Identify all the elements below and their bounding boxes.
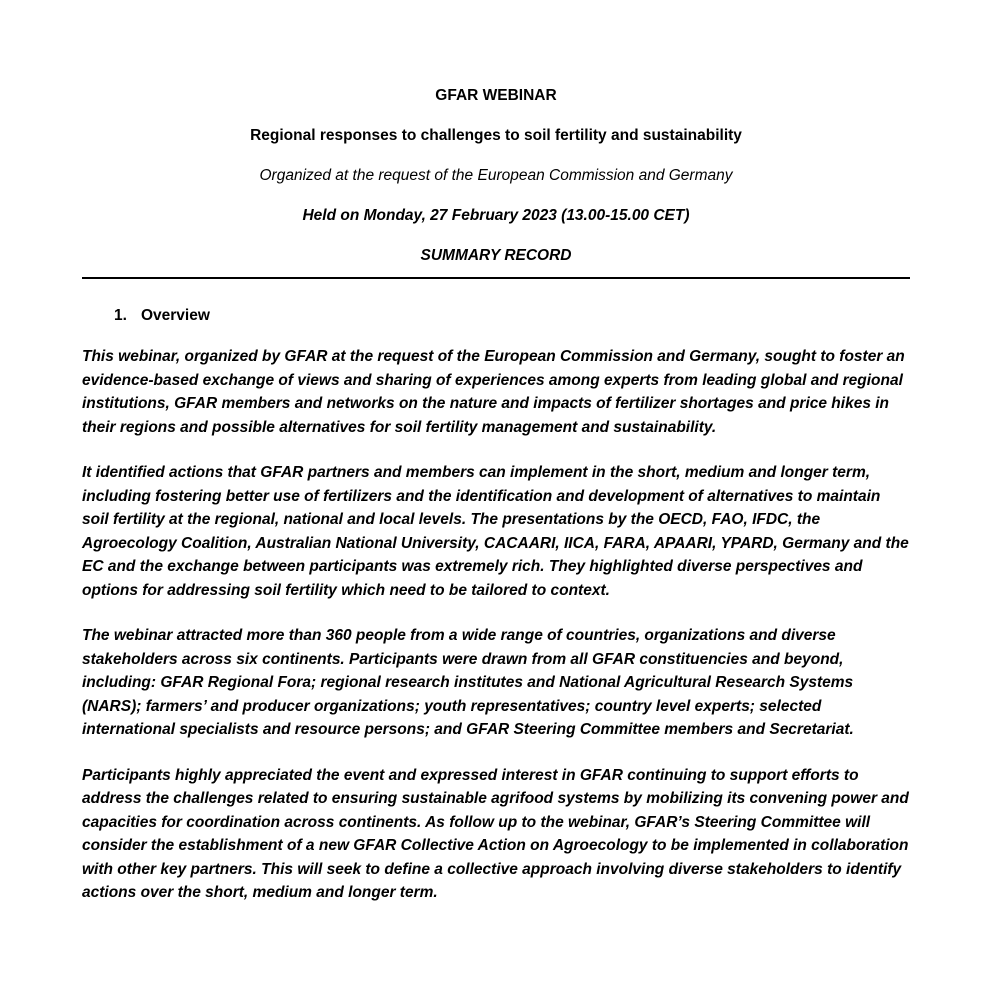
section-number: 1.	[114, 307, 127, 324]
doc-subtitle: Regional responses to challenges to soil fertility and sustainability	[250, 127, 742, 144]
header-divider-line	[82, 277, 910, 279]
section-title: Overview	[140, 307, 210, 324]
paragraph-webinar-purpose: This webinar, organized by GFAR at the request of the European Commission and Germany, sought to foster an evidence-based exchange of views and sharing of experiences among experts from leading global and regional institutions, GFAR members and networks on the nature and impacts of fertilizer shortages and price hikes in their regions and possible alternatives for soil fertility management and sustainability.	[82, 348, 905, 436]
doc-organizer-line: Organized at the request of the European Commission and Germany	[259, 167, 733, 184]
doc-date-line: Held on Monday, 27 February 2023 (13.00-15.00 CET)	[302, 207, 690, 224]
paragraph-identified-actions: It identified actions that GFAR partners and members can implement in the short, medium and longer term, including fostering better use of fertilizers and the identification and development of alternatives to maintain soil fertility at the regional, national and local levels. The presentations by the OECD, FAO, IFDC, the Agroecology Coalition, Australian National University, CACAARI, IICA, FARA, APAARI, YPARD, Germany and the EC and the exchange between participants was extremely rich. They highlighted diverse perspectives and options for addressing soil fertility which need to be tailored to context.	[82, 464, 909, 599]
section-heading-overview	[82, 307, 910, 325]
paragraph-attendance: The webinar attracted more than 360 people from a wide range of countries, organizations and diverse stakeholders across six continents. Participants were drawn from all GFAR constituencies and beyond, including: GFAR Regional Fora; regional research institutes and National Agricultural Research Systems (NARS); farmers’ and producer organizations; youth representatives; country level experts; selected international specialists and resource persons; and GFAR Steering Committee members and Secretariat.	[82, 627, 854, 738]
doc-title: GFAR WEBINAR	[435, 87, 557, 104]
paragraph-participant-feedback: Participants highly appreciated the event and expressed interest in GFAR continuing to support efforts to address the challenges related to ensuring sustainable agrifood systems by mobilizing its convening power and capacities for coordination across continents. As follow up to the webinar, GFAR’s Steering Committee will consider the establishment of a new GFAR Collective Action on Agroecology to be implemented in collaboration with other key partners. This will seek to define a collective approach involving diverse stakeholders to identify actions over the short, medium and longer term.	[82, 766, 909, 901]
doc-summary-record-label: SUMMARY RECORD	[420, 247, 572, 264]
